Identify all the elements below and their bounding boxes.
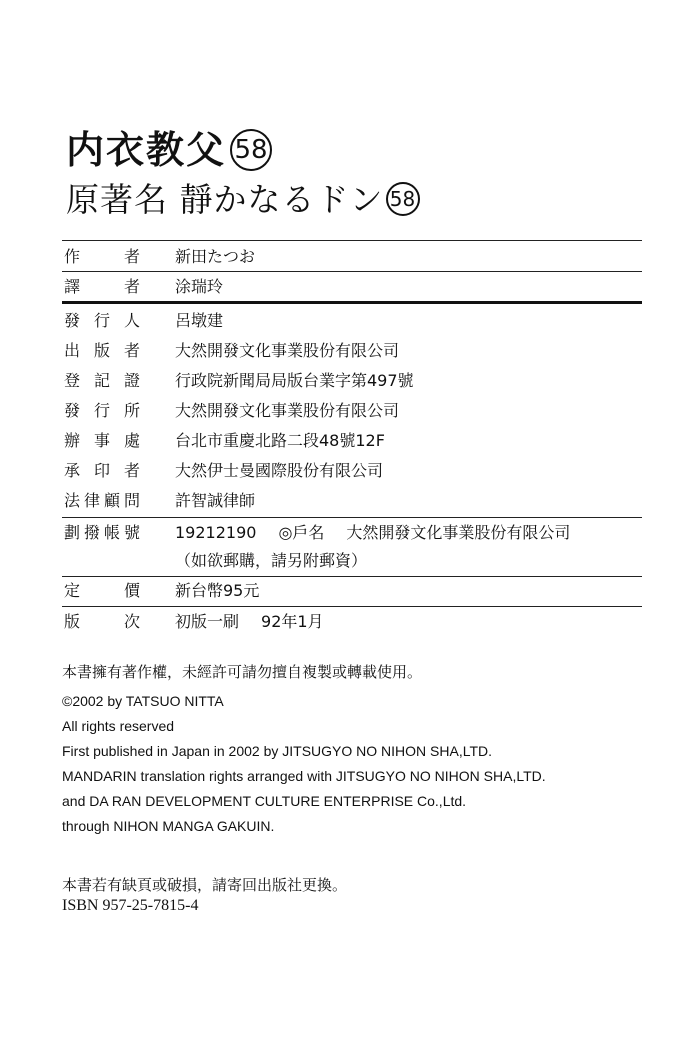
label-char: 證 <box>123 371 140 390</box>
rights-reserved-line: All rights reserved <box>62 718 175 734</box>
label-char: 記 <box>93 371 110 390</box>
label-char: 法 <box>64 491 81 510</box>
author-value: 新田たつお <box>175 247 256 266</box>
label-char: 行 <box>93 311 110 330</box>
label-char: 行 <box>93 401 110 420</box>
label-char: 者 <box>123 247 140 266</box>
label-char: 劃 <box>64 523 81 542</box>
edition-value <box>175 611 324 633</box>
label-char: 撥 <box>83 523 100 542</box>
label-char: 印 <box>93 461 110 480</box>
postal-account-label <box>64 522 140 544</box>
original-volume-number-badge: 58 <box>386 182 420 216</box>
publisher-label <box>64 340 140 362</box>
author-label <box>64 246 140 268</box>
translator-value: 涂瑞玲 <box>175 277 224 296</box>
account-name: 大然開發文化事業股份有限公司 <box>346 523 571 542</box>
edition-number: 初版一刷 <box>175 612 240 631</box>
legal-advisor-label <box>64 490 140 512</box>
divider-author <box>62 271 642 272</box>
legal-advisor-value: 許智誠律師 <box>175 491 256 510</box>
copyright-line: ©2002 by TATSUO NITTA <box>62 693 224 709</box>
publisher-value: 大然開發文化事業股份有限公司 <box>175 341 400 360</box>
edition-label <box>64 611 140 633</box>
edition-date: 92年1月 <box>261 612 324 631</box>
office-label <box>64 430 140 452</box>
divider-thick <box>62 301 642 304</box>
printer-value: 大然伊士曼國際股份有限公司 <box>175 461 384 480</box>
translation-rights-line: MANDARIN translation rights arranged with JITSUGYO NO NIHON SHA,LTD. <box>62 768 546 784</box>
price-label <box>64 580 140 602</box>
distributor-value: 大然開發文化事業股份有限公司 <box>175 401 400 420</box>
book-title <box>66 126 272 174</box>
distributor-label <box>64 400 140 422</box>
registration-value: 行政院新聞局局版台業字第497號 <box>175 371 414 390</box>
label-char: 號 <box>123 523 140 542</box>
label-char: 問 <box>123 491 140 510</box>
label-char: 價 <box>123 581 140 600</box>
divider-edition <box>62 606 642 607</box>
volume-number-badge: 58 <box>230 129 272 171</box>
label-char: 作 <box>64 247 81 266</box>
original-title-text: 原著名 靜かなるドン <box>66 180 384 219</box>
label-char: 定 <box>64 581 81 600</box>
first-published-line: First published in Japan in 2002 by JITSUGYO NO NIHON SHA,LTD. <box>62 743 493 759</box>
office-address: 台北市重慶北路二段48號12F <box>175 431 385 450</box>
label-char: 發 <box>64 311 81 330</box>
postal-account <box>175 522 570 544</box>
label-char: 顧 <box>103 491 120 510</box>
label-char: 者 <box>123 277 140 296</box>
label-char: 人 <box>123 311 140 330</box>
label-char: 者 <box>123 461 140 480</box>
printer-label <box>64 460 140 482</box>
original-title <box>66 178 420 222</box>
copyright-notice: 本書擁有著作權，未經許可請勿擅自複製或轉載使用。 <box>62 663 423 681</box>
label-char: 辦 <box>64 431 81 450</box>
divider-postal-top <box>62 517 642 518</box>
label-char: 帳 <box>103 523 120 542</box>
divider-top <box>62 240 642 241</box>
label-char: 事 <box>93 431 110 450</box>
defect-return-notice: 本書若有缺頁或破損，請寄回出版社更換。 <box>62 876 348 894</box>
publisher-person-value: 呂墩建 <box>175 311 224 330</box>
label-char: 承 <box>64 461 81 480</box>
label-char: 律 <box>83 491 100 510</box>
label-char: 次 <box>123 612 140 631</box>
registration-label <box>64 370 140 392</box>
label-char: 版 <box>64 612 81 631</box>
publisher-person-label <box>64 310 140 332</box>
account-name-label: ◎戶名 <box>278 523 325 542</box>
translator-label <box>64 276 140 298</box>
label-char: 譯 <box>64 277 81 296</box>
postal-account-number: 19212190 <box>175 523 257 542</box>
agent-line: through NIHON MANGA GAKUIN. <box>62 818 275 834</box>
mail-order-note: （如欲郵購，請另附郵資） <box>175 551 368 570</box>
isbn: ISBN 957-25-7815-4 <box>62 897 199 914</box>
licensee-line: and DA RAN DEVELOPMENT CULTURE ENTERPRISE Co.,Ltd. <box>62 793 467 809</box>
book-title-text: 内衣教父 <box>66 128 227 172</box>
label-char: 登 <box>64 371 81 390</box>
label-char: 出 <box>64 341 81 360</box>
label-char: 所 <box>123 401 140 420</box>
divider-price <box>62 576 642 577</box>
label-char: 者 <box>123 341 140 360</box>
label-char: 發 <box>64 401 81 420</box>
label-char: 版 <box>93 341 110 360</box>
label-char: 處 <box>123 431 140 450</box>
price-value: 新台幣95元 <box>175 581 260 600</box>
